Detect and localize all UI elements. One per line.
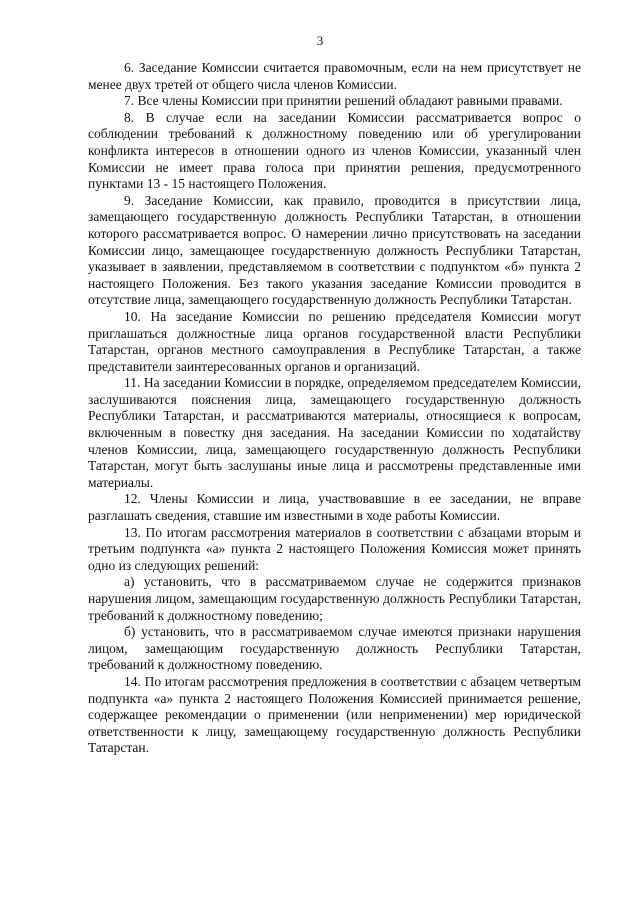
paragraph-subitem-a: а) установить, что в рассматриваемом случае не содержится признаков нарушения лицом, замещающим государственную должность Республики Татарстан, требований к должностному поведению;	[88, 574, 581, 623]
paragraph-item-12: 12. Члены Комиссии и лица, участвовавшие в ее заседании, не вправе разглашать сведения, ставшие им известными в ходе работы Комиссии.	[88, 491, 581, 524]
paragraph-item-8: 8. В случае если на заседании Комиссии рассматривается вопрос о соблюдении требований к должностному поведению или об урегулировании конфликта интересов в отношении одного из членов Комиссии, указанный член Комиссии не имеет права голоса при принятии решения, предусмотренного пунктами 13 - 15 настоящего Положения.	[88, 109, 581, 192]
paragraph-item-13: 13. По итогам рассмотрения материалов в соответствии с абзацами вторым и третьим подпункта «а» пункта 2 настоящего Положения Комиссия может принять одно из следующих решений:	[88, 524, 581, 573]
document-body	[88, 60, 581, 757]
paragraph-item-9: 9. Заседание Комиссии, как правило, проводится в присутствии лица, замещающего государственную должность Республики Татарстан, в отношении которого рассматривается вопрос. О намерении лично присутствовать на заседании Комиссии лицо, замещающее государственную должность Республики Татарстан, указывает в заявлении, представляемом в соответствии с подпунктом «б» пункта 2 настоящего Положения. Без такого указания заседание Комиссии проводится в отсутствие лица, замещающего государственную должность Республики Татарстан.	[88, 192, 581, 308]
paragraph-item-10: 10. На заседание Комиссии по решению председателя Комиссии могут приглашаться должностные лица органов государственной власти Республики Татарстан, органов местного самоуправления в Республике Татарстан, а также представители заинтересованных органов и организаций.	[88, 308, 581, 374]
paragraph-subitem-b: б) установить, что в рассматриваемом случае имеются признаки нарушения лицом, замещающим государственную должность Республики Татарстан, требований к должностному поведению.	[88, 624, 581, 673]
page-number: 3	[316, 33, 324, 48]
paragraph-item-14: 14. По итогам рассмотрения предложения в соответствии с абзацем четвертым подпункта «а» пункта 2 настоящего Положения Комиссией принимается решение, содержащее рекомендации о применении (или неприменении) мер юридической ответственности к лицу, замещающему государственную должность Республики Татарстан.	[88, 673, 581, 756]
paragraph-item-7: 7. Все члены Комиссии при принятии решений обладают равными правами.	[124, 93, 563, 109]
paragraph-item-6: 6. Заседание Комиссии считается правомочным, если на нем присутствует не менее двух третей от общего числа членов Комиссии.	[88, 60, 581, 92]
paragraph-item-11: 11. На заседании Комиссии в порядке, определяемом председателем Комиссии, заслушиваются пояснения лица, замещающего государственную должность Республики Татарстан, и рассматриваются материалы, относящиеся к вопросам, включенным в повестку дня заседания. На заседании Комиссии по ходатайству членов Комиссии, лица, замещающего государственную должность Республики Татарстан, могут быть заслушаны иные лица и рассмотрены представленные ими материалы.	[88, 375, 581, 490]
